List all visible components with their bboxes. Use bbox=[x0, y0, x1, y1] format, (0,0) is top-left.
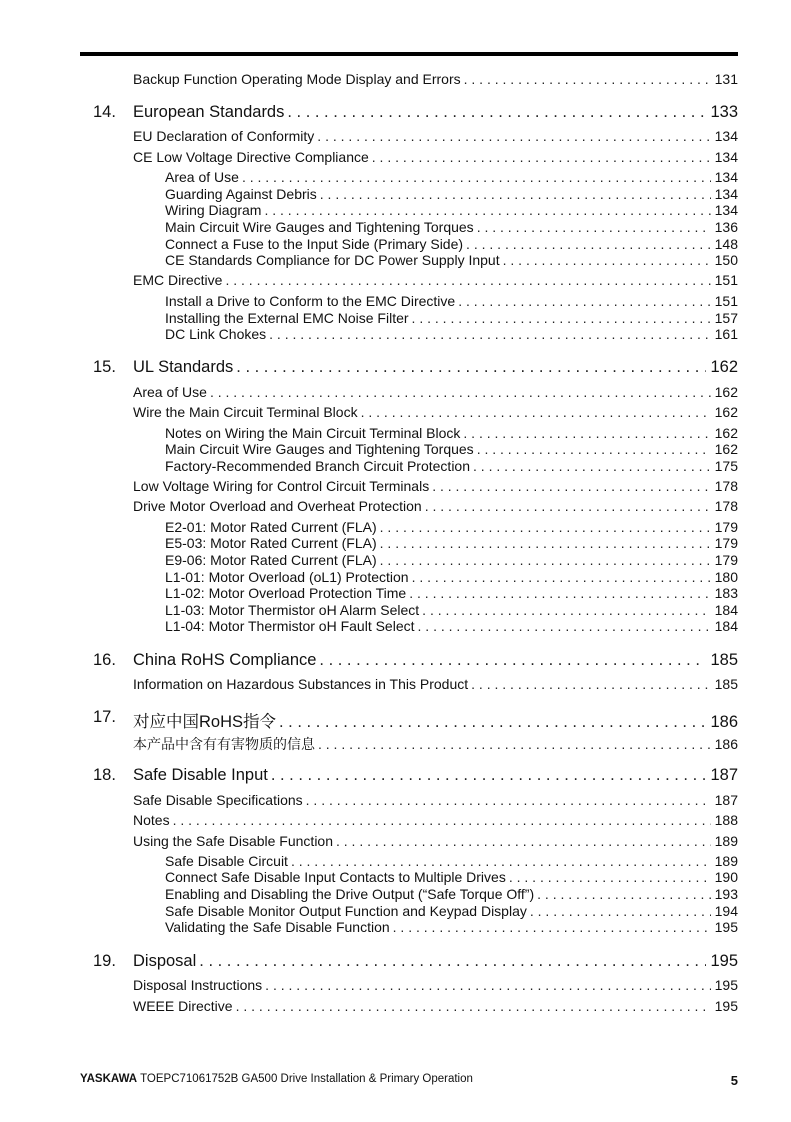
toc-subsection-entry[interactable] bbox=[165, 585, 738, 601]
dot-leader bbox=[477, 219, 711, 235]
toc-entry-page: 179 bbox=[714, 535, 738, 551]
toc-entry-page: 195 bbox=[714, 977, 738, 993]
dot-leader bbox=[380, 519, 711, 535]
toc-entry-title: Information on Hazardous Substances in This Product bbox=[133, 676, 469, 692]
footer-page-number: 5 bbox=[730, 1073, 738, 1088]
toc-entry-title: Disposal Instructions bbox=[133, 977, 263, 993]
dot-leader bbox=[464, 71, 711, 87]
chapter-number: 15. bbox=[93, 358, 116, 376]
chapter-heading[interactable] bbox=[93, 358, 738, 377]
dot-leader bbox=[422, 602, 710, 618]
dot-leader bbox=[380, 535, 711, 551]
toc-entry-title: Wiring Diagram bbox=[165, 202, 262, 218]
dot-leader bbox=[210, 384, 711, 400]
chapter-number: 19. bbox=[93, 952, 116, 970]
toc-subsection-entry[interactable] bbox=[165, 252, 738, 268]
toc-entry-title: European Standards bbox=[133, 103, 285, 121]
dot-leader bbox=[409, 585, 710, 601]
toc-section-entry[interactable] bbox=[133, 676, 738, 692]
dot-leader bbox=[463, 425, 710, 441]
dot-leader bbox=[199, 952, 706, 971]
toc-subsection-entry[interactable] bbox=[165, 519, 738, 535]
toc-entry-title: Using the Safe Disable Function bbox=[133, 833, 333, 849]
toc-entry-title: L1-01: Motor Overload (oL1) Protection bbox=[165, 569, 409, 585]
toc-entry-page: 162 bbox=[714, 404, 738, 420]
toc-entry-page: 162 bbox=[714, 441, 738, 457]
toc-entry-page: 179 bbox=[714, 552, 738, 568]
chapter-heading[interactable] bbox=[93, 766, 738, 785]
chapter-number: 17. bbox=[93, 708, 116, 726]
toc-entry-page: 162 bbox=[714, 425, 738, 441]
dot-leader bbox=[466, 236, 711, 252]
dot-leader bbox=[336, 833, 711, 849]
toc-section-entry[interactable] bbox=[133, 998, 738, 1014]
toc-section-entry[interactable] bbox=[133, 734, 738, 754]
toc-entry-title: EU Declaration of Conformity bbox=[133, 128, 315, 144]
toc-section-entry[interactable] bbox=[133, 792, 738, 808]
toc-entry-title: Factory-Recommended Branch Circuit Protection bbox=[165, 458, 471, 474]
toc-entry-page: 148 bbox=[714, 236, 738, 252]
toc-entry-title: Safe Disable Specifications bbox=[133, 792, 303, 808]
toc-entry-page: 175 bbox=[714, 458, 738, 474]
dot-leader bbox=[279, 713, 706, 732]
toc-entry-page: 180 bbox=[714, 569, 738, 585]
toc-entry-page: 162 bbox=[714, 384, 738, 400]
toc-subsection-entry[interactable] bbox=[165, 618, 738, 634]
toc-entry-page: 136 bbox=[714, 219, 738, 235]
toc-subsection-entry[interactable] bbox=[165, 903, 738, 919]
toc-section-entry[interactable] bbox=[133, 128, 738, 144]
toc-entry-page: 134 bbox=[714, 149, 738, 165]
toc-section-entry[interactable] bbox=[133, 833, 738, 849]
footer-doc-info bbox=[80, 1073, 473, 1088]
dot-leader bbox=[236, 998, 711, 1014]
footer-brand: YASKAWA bbox=[80, 1073, 138, 1085]
toc-entry-page: 157 bbox=[714, 310, 738, 326]
toc-entry-title: Area of Use bbox=[165, 169, 239, 185]
toc-entry-page: 195 bbox=[710, 952, 738, 970]
toc-entry-title: 本产品中含有有害物质的信息 bbox=[133, 736, 315, 752]
toc-entry-page: 161 bbox=[714, 326, 738, 342]
toc-entry-page: 190 bbox=[714, 869, 738, 885]
toc-entry-title: Backup Function Operating Mode Display and Errors bbox=[133, 71, 461, 87]
toc-subsection-entry[interactable] bbox=[165, 219, 738, 235]
dot-leader bbox=[477, 441, 711, 457]
dot-leader bbox=[265, 977, 710, 993]
toc-entry-title: Main Circuit Wire Gauges and Tightening Torques bbox=[165, 219, 474, 235]
toc-entry-page: 193 bbox=[714, 886, 738, 902]
dot-leader bbox=[225, 272, 710, 288]
dot-leader bbox=[271, 766, 707, 785]
chapter-heading[interactable] bbox=[93, 708, 738, 732]
toc-subsection-entry[interactable] bbox=[165, 169, 738, 185]
toc-subsection-entry[interactable] bbox=[165, 569, 738, 585]
toc-subsection-entry[interactable] bbox=[165, 853, 738, 869]
dot-leader bbox=[425, 498, 711, 514]
dot-leader bbox=[372, 149, 711, 165]
toc-entry-page: 162 bbox=[710, 358, 738, 376]
toc-entry-title: Connect a Fuse to the Input Side (Primary Side) bbox=[165, 236, 464, 252]
toc-entry-page: 134 bbox=[714, 186, 738, 202]
toc-entry-title: Safe Disable Monitor Output Function and Keypad Display bbox=[165, 903, 527, 919]
toc-entry-title: Drive Motor Overload and Overheat Protection bbox=[133, 498, 422, 514]
dot-leader bbox=[530, 903, 711, 919]
toc-subsection-entry[interactable] bbox=[165, 552, 738, 568]
chapter-number: 16. bbox=[93, 651, 116, 669]
toc-entry-title: Enabling and Disabling the Drive Output (“Safe Torque Off”) bbox=[165, 886, 535, 902]
toc-subsection-entry[interactable] bbox=[165, 458, 738, 474]
toc-entry-title: Safe Disable Input bbox=[133, 766, 268, 784]
toc-entry-page: 151 bbox=[714, 272, 738, 288]
toc-subsection-entry[interactable] bbox=[165, 919, 738, 935]
footer-doc-title: TOEPC71061752B GA500 Drive Installation & Primary Operation bbox=[140, 1073, 473, 1085]
chapter-heading[interactable] bbox=[93, 651, 738, 670]
chapter-heading[interactable] bbox=[93, 952, 738, 971]
toc-entry-title: Area of Use bbox=[133, 384, 207, 400]
toc-entry-title: L1-04: Motor Thermistor oH Fault Select bbox=[165, 618, 415, 634]
dot-leader bbox=[318, 736, 711, 752]
dot-leader bbox=[503, 252, 711, 268]
dot-leader bbox=[264, 202, 710, 218]
toc-entry-title: WEEE Directive bbox=[133, 998, 233, 1014]
toc-entry-title: 对应中国RoHS指令 bbox=[133, 713, 277, 731]
toc-entry-title: Safe Disable Circuit bbox=[165, 853, 288, 869]
toc-subsection-entry[interactable] bbox=[165, 441, 738, 457]
toc-entry-page: 133 bbox=[710, 103, 738, 121]
toc-entry-title: Low Voltage Wiring for Control Circuit Terminals bbox=[133, 478, 430, 494]
dot-leader bbox=[291, 853, 711, 869]
toc-entry-page: 178 bbox=[714, 498, 738, 514]
chapter-number: 14. bbox=[93, 103, 116, 121]
dot-leader bbox=[317, 128, 710, 144]
toc-section-entry[interactable] bbox=[133, 977, 738, 993]
toc-entry-page: 184 bbox=[714, 618, 738, 634]
toc-entry-title: DC Link Chokes bbox=[165, 326, 267, 342]
chapter-number: 18. bbox=[93, 766, 116, 784]
toc-entry-page: 185 bbox=[710, 651, 738, 669]
toc-entry-page: 134 bbox=[714, 202, 738, 218]
toc-entry-title: CE Standards Compliance for DC Power Supply Input bbox=[165, 252, 500, 268]
toc-subsection-entry[interactable] bbox=[165, 869, 738, 885]
dot-leader bbox=[236, 358, 706, 377]
toc-entry-title: L1-03: Motor Thermistor oH Alarm Select bbox=[165, 602, 420, 618]
toc-entry-title: UL Standards bbox=[133, 358, 234, 376]
toc-entry-title: E5-03: Motor Rated Current (FLA) bbox=[165, 535, 377, 551]
dot-leader bbox=[537, 886, 711, 902]
toc-section-entry[interactable] bbox=[133, 404, 738, 420]
dot-leader bbox=[473, 458, 711, 474]
toc-entry-page: 187 bbox=[710, 766, 738, 784]
dot-leader bbox=[418, 618, 711, 634]
toc-section-entry[interactable] bbox=[133, 149, 738, 165]
toc-entry-page: 134 bbox=[714, 128, 738, 144]
toc-entry-page: 194 bbox=[714, 903, 738, 919]
toc-entry-title: L1-02: Motor Overload Protection Time bbox=[165, 585, 407, 601]
toc-subsection-entry[interactable] bbox=[165, 535, 738, 551]
toc-entry-page: 134 bbox=[714, 169, 738, 185]
toc-entry-title: Main Circuit Wire Gauges and Tightening Torques bbox=[165, 441, 474, 457]
dot-leader bbox=[361, 404, 711, 420]
dot-leader bbox=[471, 676, 710, 692]
toc-entry-page: 186 bbox=[714, 736, 738, 752]
toc-entry-title: Disposal bbox=[133, 952, 197, 970]
toc-entry-page: 183 bbox=[714, 585, 738, 601]
toc-entry-lead[interactable] bbox=[133, 71, 738, 87]
toc-entry-title: Validating the Safe Disable Function bbox=[165, 919, 390, 935]
toc-subsection-entry[interactable] bbox=[165, 326, 738, 342]
toc-entry-page: 150 bbox=[714, 252, 738, 268]
toc-section-entry[interactable] bbox=[133, 498, 738, 514]
dot-leader bbox=[287, 103, 706, 122]
toc-section-entry[interactable] bbox=[133, 812, 738, 828]
toc-section-entry[interactable] bbox=[133, 384, 738, 400]
toc-entry-page: 179 bbox=[714, 519, 738, 535]
toc-entry-title: E2-01: Motor Rated Current (FLA) bbox=[165, 519, 377, 535]
toc-subsection-entry[interactable] bbox=[165, 886, 738, 902]
toc-entry-title: Connect Safe Disable Input Contacts to Multiple Drives bbox=[165, 869, 506, 885]
dot-leader bbox=[306, 792, 711, 808]
toc-entry-page: 184 bbox=[714, 602, 738, 618]
page-footer bbox=[80, 1073, 738, 1088]
toc-entry-page: 185 bbox=[714, 676, 738, 692]
toc-section-entry[interactable] bbox=[133, 272, 738, 288]
dot-leader bbox=[412, 310, 711, 326]
toc-entry-title: Install a Drive to Conform to the EMC Directive bbox=[165, 293, 456, 309]
toc-entry-title: Notes on Wiring the Main Circuit Terminal Block bbox=[165, 425, 461, 441]
chapter-heading[interactable] bbox=[93, 103, 738, 122]
toc-entry-page: 188 bbox=[714, 812, 738, 828]
toc-subsection-entry[interactable] bbox=[165, 236, 738, 252]
toc-entry-title: EMC Directive bbox=[133, 272, 223, 288]
toc-subsection-entry[interactable] bbox=[165, 202, 738, 218]
toc-entry-page: 195 bbox=[714, 919, 738, 935]
dot-leader bbox=[320, 186, 711, 202]
toc-entry-title: Notes bbox=[133, 812, 170, 828]
dot-leader bbox=[432, 478, 710, 494]
toc-entry-page: 187 bbox=[714, 792, 738, 808]
toc-entry-title: CE Low Voltage Directive Compliance bbox=[133, 149, 369, 165]
toc-entry-page: 189 bbox=[714, 853, 738, 869]
toc-entry-page: 131 bbox=[714, 71, 738, 87]
toc-entry-page: 178 bbox=[714, 478, 738, 494]
dot-leader bbox=[393, 919, 711, 935]
toc-subsection-entry[interactable] bbox=[165, 310, 738, 326]
toc-entry-title: China RoHS Compliance bbox=[133, 651, 317, 669]
toc-subsection-entry[interactable] bbox=[165, 293, 738, 309]
toc-entry-title: Wire the Main Circuit Terminal Block bbox=[133, 404, 358, 420]
toc-entry-title: Guarding Against Debris bbox=[165, 186, 317, 202]
dot-leader bbox=[269, 326, 710, 342]
toc-entry-page: 189 bbox=[714, 833, 738, 849]
toc-subsection-entry[interactable] bbox=[165, 425, 738, 441]
dot-leader bbox=[412, 569, 711, 585]
toc-section-entry[interactable] bbox=[133, 478, 738, 494]
toc-entry-title: Installing the External EMC Noise Filter bbox=[165, 310, 409, 326]
dot-leader bbox=[173, 812, 711, 828]
dot-leader bbox=[319, 651, 706, 670]
toc-subsection-entry[interactable] bbox=[165, 186, 738, 202]
toc-entry-page: 151 bbox=[714, 293, 738, 309]
toc-entry-title: E9-06: Motor Rated Current (FLA) bbox=[165, 552, 377, 568]
toc-entry-page: 186 bbox=[710, 713, 738, 731]
dot-leader bbox=[242, 169, 711, 185]
toc-subsection-entry[interactable] bbox=[165, 602, 738, 618]
dot-leader bbox=[509, 869, 711, 885]
dot-leader bbox=[380, 552, 711, 568]
dot-leader bbox=[458, 293, 710, 309]
toc-entry-page: 195 bbox=[714, 998, 738, 1014]
top-rule bbox=[80, 52, 738, 56]
